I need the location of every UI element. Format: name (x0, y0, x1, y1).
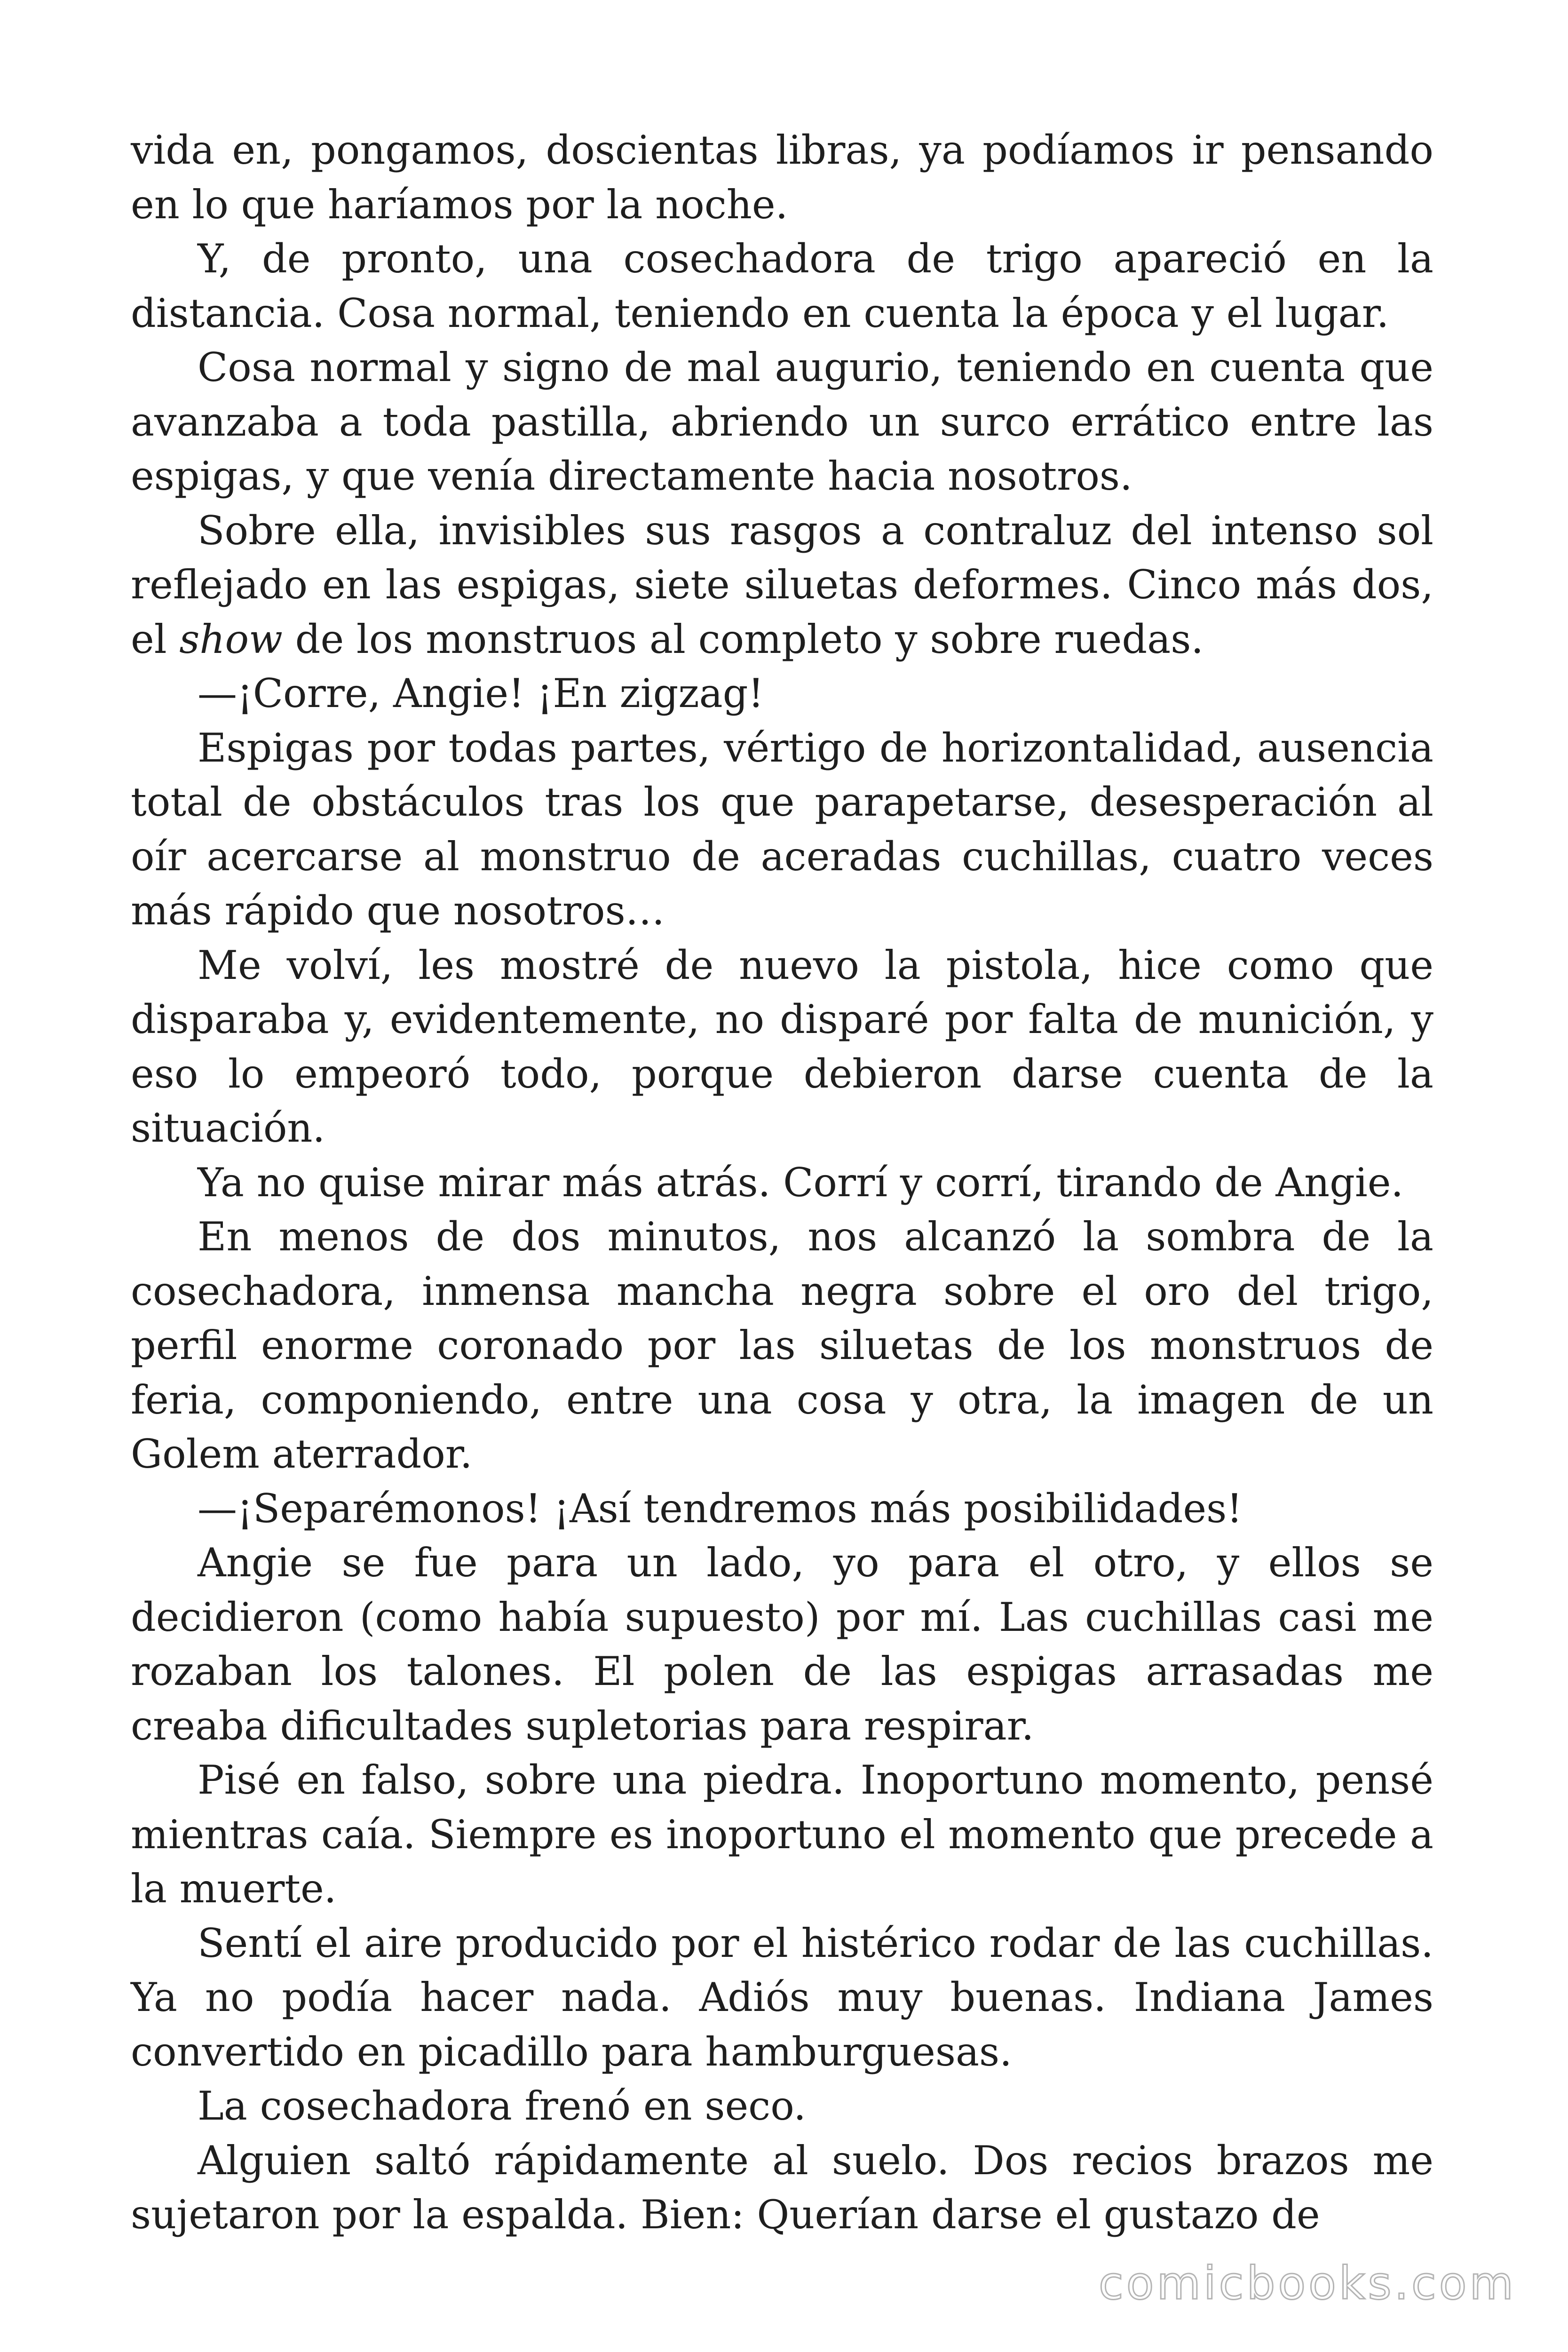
paragraph: Me volví, les mostré de nuevo la pistola, hice como que disparaba y, evidentemente, no disparé por falta de munición, y eso lo empeoró todo, porque debieron darse cuenta de la situación. (131, 942, 1433, 1151)
paragraph: Angie se fue para un lado, yo para el otro, y ellos se decidieron (como había supuesto) por mí. Las cuchillas casi me rozaban los talones. El polen de las espigas arrasadas me creaba dificultades supletorias para respirar. (131, 1540, 1433, 1749)
paragraph: Ya no quise mirar más atrás. Corrí y corrí, tirando de Angie. (198, 1159, 1404, 1206)
italic-word: show (179, 616, 283, 662)
paragraph: Y, de pronto, una cosechadora de trigo apareció en la distancia. Cosa normal, teniendo en cuenta la época y el lugar. (131, 236, 1433, 336)
paragraph-text: de los monstruos al completo y sobre ruedas. (282, 616, 1204, 662)
paragraph: La cosechadora frenó en seco. (198, 2083, 807, 2129)
paragraph: Sentí el aire producido por el histérico rodar de las cuchillas. Ya no podía hacer nada. Adiós muy buenas. Indiana James convertido en picadillo para hamburguesas. (131, 1920, 1433, 2075)
paragraph: Pisé en falso, sobre una piedra. Inoportuno momento, pensé mientras caía. Siempre es inoportuno el momento que precede a la muerte. (131, 1757, 1433, 1912)
paragraph: Alguien saltó rápidamente al suelo. Dos recios brazos me sujetaron por la espalda. Bien: Querían darse el gustazo de (131, 2137, 1433, 2238)
page-text (131, 123, 1433, 2242)
paragraph: vida en, pongamos, doscientas libras, ya podíamos ir pensando en lo que haríamos por la noche. (131, 127, 1433, 228)
paragraph (131, 504, 1433, 667)
paragraph: En menos de dos minutos, nos alcanzó la sombra de la cosechadora, inmensa mancha negra sobre el oro del trigo, perfil enorme coronado por las siluetas de los monstruos de feria, componiendo, entre una cosa y otra, la imagen de un Golem aterrador. (131, 1214, 1433, 1477)
paragraph: Cosa normal y signo de mal augurio, teniendo en cuenta que avanzaba a toda pastilla, abriendo un surco errático entre las espigas, y que venía directamente hacia nosotros. (131, 344, 1433, 499)
dialogue-line: —¡Corre, Angie! ¡En zigzag! (198, 670, 764, 716)
watermark: comicbooks.com (1098, 2257, 1516, 2310)
dialogue-line: —¡Separémonos! ¡Así tendremos más posibilidades! (198, 1485, 1243, 1532)
paragraph-text: Sobre ella, invisibles sus rasgos a contraluz del intenso sol reflejado en las espigas, siete siluetas deformes. Cinco más dos, el (131, 507, 1433, 662)
paragraph: Espigas por todas partes, vértigo de horizontalidad, ausencia total de obstáculos tras los que parapetarse, desesperación al oír acercarse al monstruo de aceradas cuchillas, cuatro veces más rápido que nosotros… (131, 724, 1433, 934)
